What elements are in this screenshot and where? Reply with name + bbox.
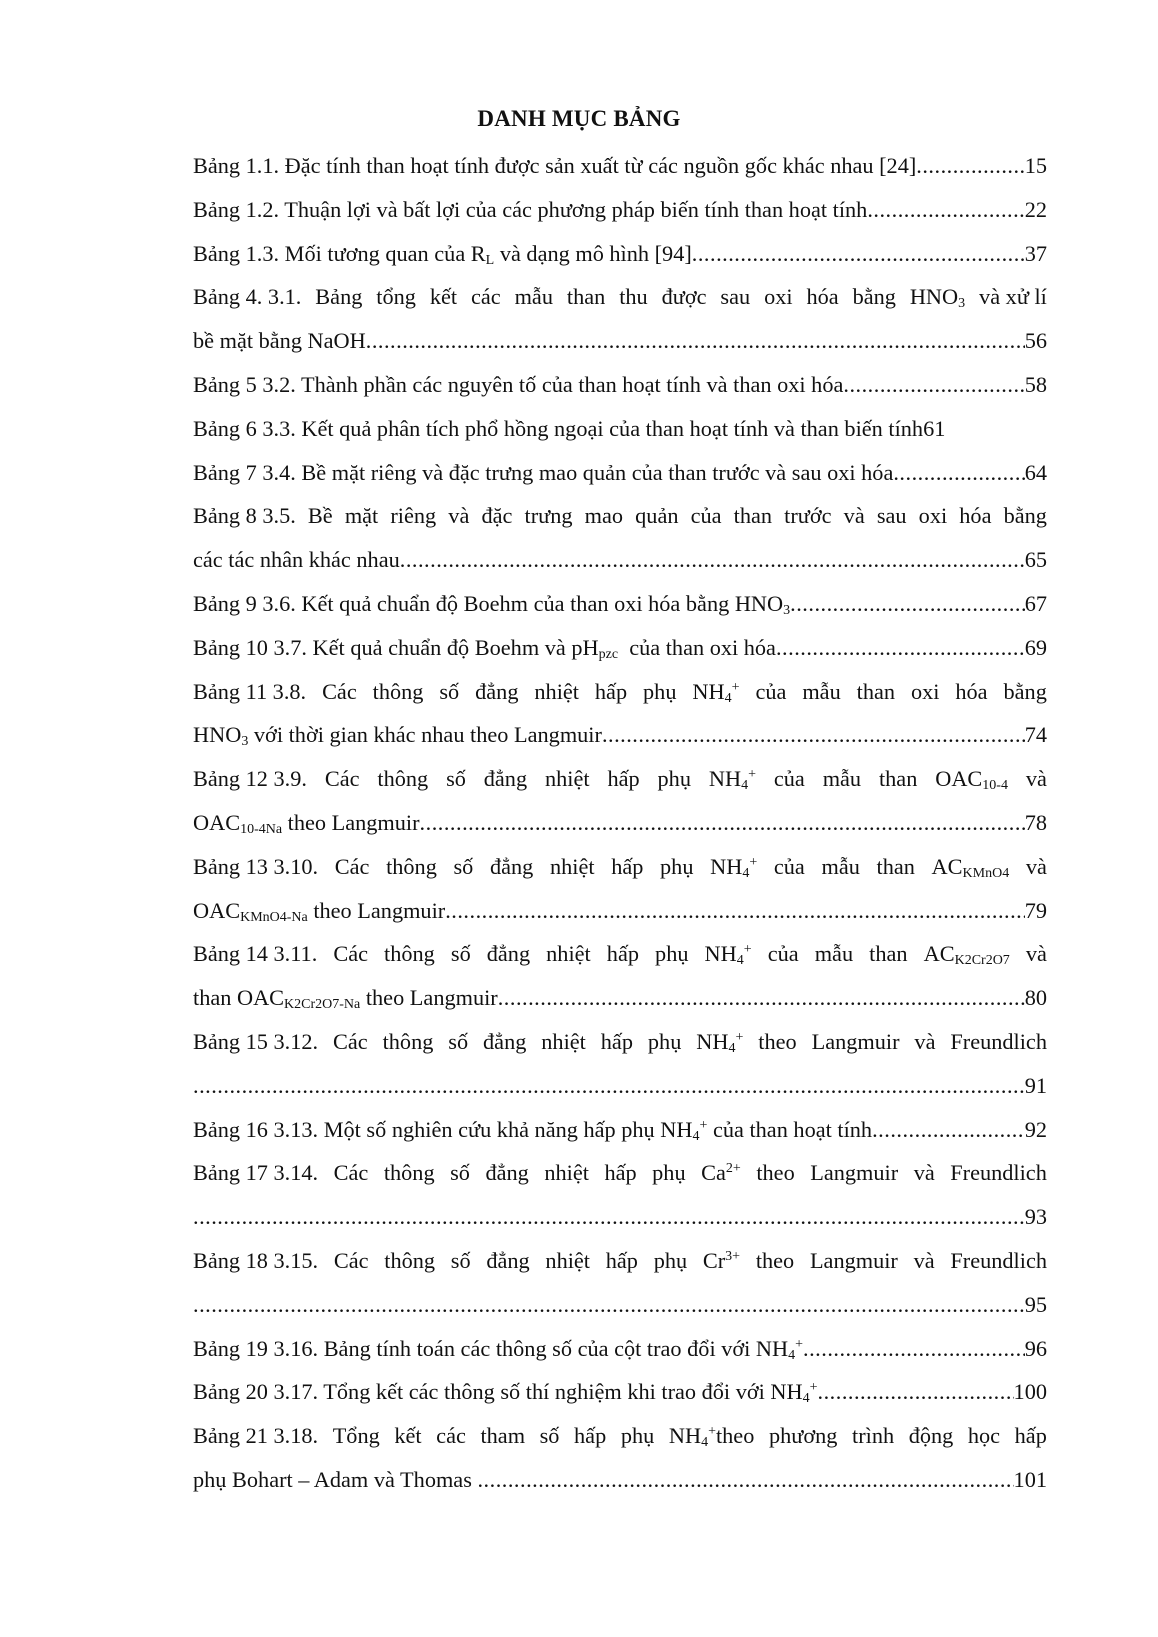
list-item: Bảng 1.2. Thuận lợi và bất lợi của các phương pháp biến tính than hoạt tính ..... 22 (193, 188, 1047, 232)
page-number: 67 (1024, 590, 1047, 616)
list-item-continuation: $OAC_{KMnO4-Na}$ theo Langmuir ..... 79 (193, 889, 1047, 933)
page-number: 56 (1024, 328, 1047, 354)
list-item: Bảng 20 3.17. Tổng kết các thông số thí nghiệm khi trao đổi với $NH_4^+$ ..... 100 (193, 1370, 1047, 1414)
page-number: 92 (1024, 1116, 1047, 1142)
list-item-continuation: phụ Bohart – Adam và Thomas ..... 101 (193, 1458, 1047, 1502)
page-number: 22 (1024, 196, 1047, 222)
list-item: Bảng 4. 3.1. Bảng tổng kết các mẫu than thu được sau oxi hóa bằng $HNO_3$ và xử lí (193, 284, 1047, 312)
page-title: DANH MỤC BẢNG (477, 106, 681, 131)
table-list (193, 144, 1047, 1502)
list-item: Bảng 18 3.15. Các thông số đẳng nhiệt hấp phụ $Cr^{3+}$ theo Langmuir và Freundlich (193, 1247, 1047, 1273)
list-item-continuation: bề mặt bằng NaOH ..... 56 (193, 319, 1047, 363)
page-number: 100 (1013, 1379, 1047, 1405)
page-number: 91 (1024, 1072, 1047, 1098)
list-item: Bảng 1.3. Mối tương quan của $R_L$ và dạng mô hình [94] ..... 37 (193, 232, 1047, 276)
page-number: 93 (1024, 1204, 1047, 1230)
page-number: 69 (1024, 634, 1047, 660)
list-item: Bảng 6 3.3. Kết quả phân tích phổ hồng ngoại của than hoạt tính và than biến tính 61 (193, 407, 1047, 451)
list-item: Bảng 15 3.12. Các thông số đẳng nhiệt hấp phụ $NH_4^+$ theo Langmuir và Freundlich (193, 1028, 1047, 1056)
list-item: Bảng 21 3.18. Tổng kết các tham số hấp phụ $NH_4^+theo$ phương trình động học hấp (193, 1423, 1047, 1451)
page-number: 78 (1024, 809, 1047, 835)
list-item: Bảng 17 3.14. Các thông số đẳng nhiệt hấp phụ $Ca^{2+}$ theo Langmuir và Freundlich (193, 1160, 1047, 1186)
page-number: 65 (1024, 547, 1047, 573)
list-item: Bảng 19 3.16. Bảng tính toán các thông số của cột trao đổi với $NH_4^+$ ..... 96 (193, 1327, 1047, 1371)
list-item-continuation: $OAC_{10-4Na}$ theo Langmuir ..... 78 (193, 801, 1047, 845)
list-item: Bảng 16 3.13. Một số nghiên cứu khả năng hấp phụ $NH_4^+$ của than hoạt tính ..... 92 (193, 1108, 1047, 1152)
list-item: Bảng 5 3.2. Thành phần các nguyên tố của than hoạt tính và than oxi hóa ..... 58 (193, 363, 1047, 407)
list-item-continuation: $HNO_3$ với thời gian khác nhau theo Langmuir ..... 74 (193, 713, 1047, 757)
page-number: 80 (1024, 985, 1047, 1011)
list-item-continuation (193, 1283, 1047, 1327)
list-item-continuation: than $OAC_{K2Cr2O7-Na}$ theo Langmuir ..... 80 (193, 976, 1047, 1020)
list-item: Bảng 8 3.5. Bề mặt riêng và đặc trưng mao quản của than trước và sau oxi hóa bằng (193, 503, 1047, 529)
list-item: Bảng 10 3.7. Kết quả chuẩn độ Boehm và $pH_{pzc}$ của than oxi hóa ..... 69 (193, 626, 1047, 670)
page-number: 58 (1024, 371, 1047, 397)
list-item: Bảng 11 3.8. Các thông số đẳng nhiệt hấp phụ $NH_4^+$ của mẫu than oxi hóa bằng (193, 678, 1047, 706)
list-item: Bảng 9 3.6. Kết quả chuẩn độ Boehm của than oxi hóa bằng $HNO_3$ ..... 67 (193, 582, 1047, 626)
list-item: Bảng 7 3.4. Bề mặt riêng và đặc trưng mao quản của than trước và sau oxi hóa ..... 64 (193, 451, 1047, 495)
list-item: Bảng 13 3.10. Các thông số đẳng nhiệt hấp phụ $NH_4^+$ của mẫu than $AC_{KMnO4}$ và (193, 853, 1047, 881)
page-number: 95 (1024, 1291, 1047, 1317)
list-item-continuation (193, 1195, 1047, 1239)
page-number: 15 (1024, 153, 1047, 178)
list-item-continuation (193, 1064, 1047, 1108)
list-item: Bảng 14 3.11. Các thông số đẳng nhiệt hấp phụ $NH_4^+$ của mẫu than $AC_{K2Cr2O7}$ và (193, 941, 1047, 969)
page-number: 64 (1024, 459, 1047, 485)
list-item: Bảng 1.1. Đặc tính than hoạt tính được sản xuất từ các nguồn gốc khác nhau [24] ..... 15 (193, 144, 1047, 188)
page-number: 79 (1024, 897, 1047, 923)
page-number: 96 (1024, 1335, 1047, 1361)
page-number: 101 (1013, 1466, 1047, 1492)
list-item: Bảng 12 3.9. Các thông số đẳng nhiệt hấp phụ $NH_4^+$ của mẫu than $OAC_{10-4}$ và (193, 766, 1047, 794)
page-number: 74 (1024, 722, 1047, 748)
page-number: 37 (1024, 240, 1047, 266)
list-item-continuation: các tác nhân khác nhau ..... 65 (193, 538, 1047, 582)
page-number: 61 (923, 415, 946, 441)
